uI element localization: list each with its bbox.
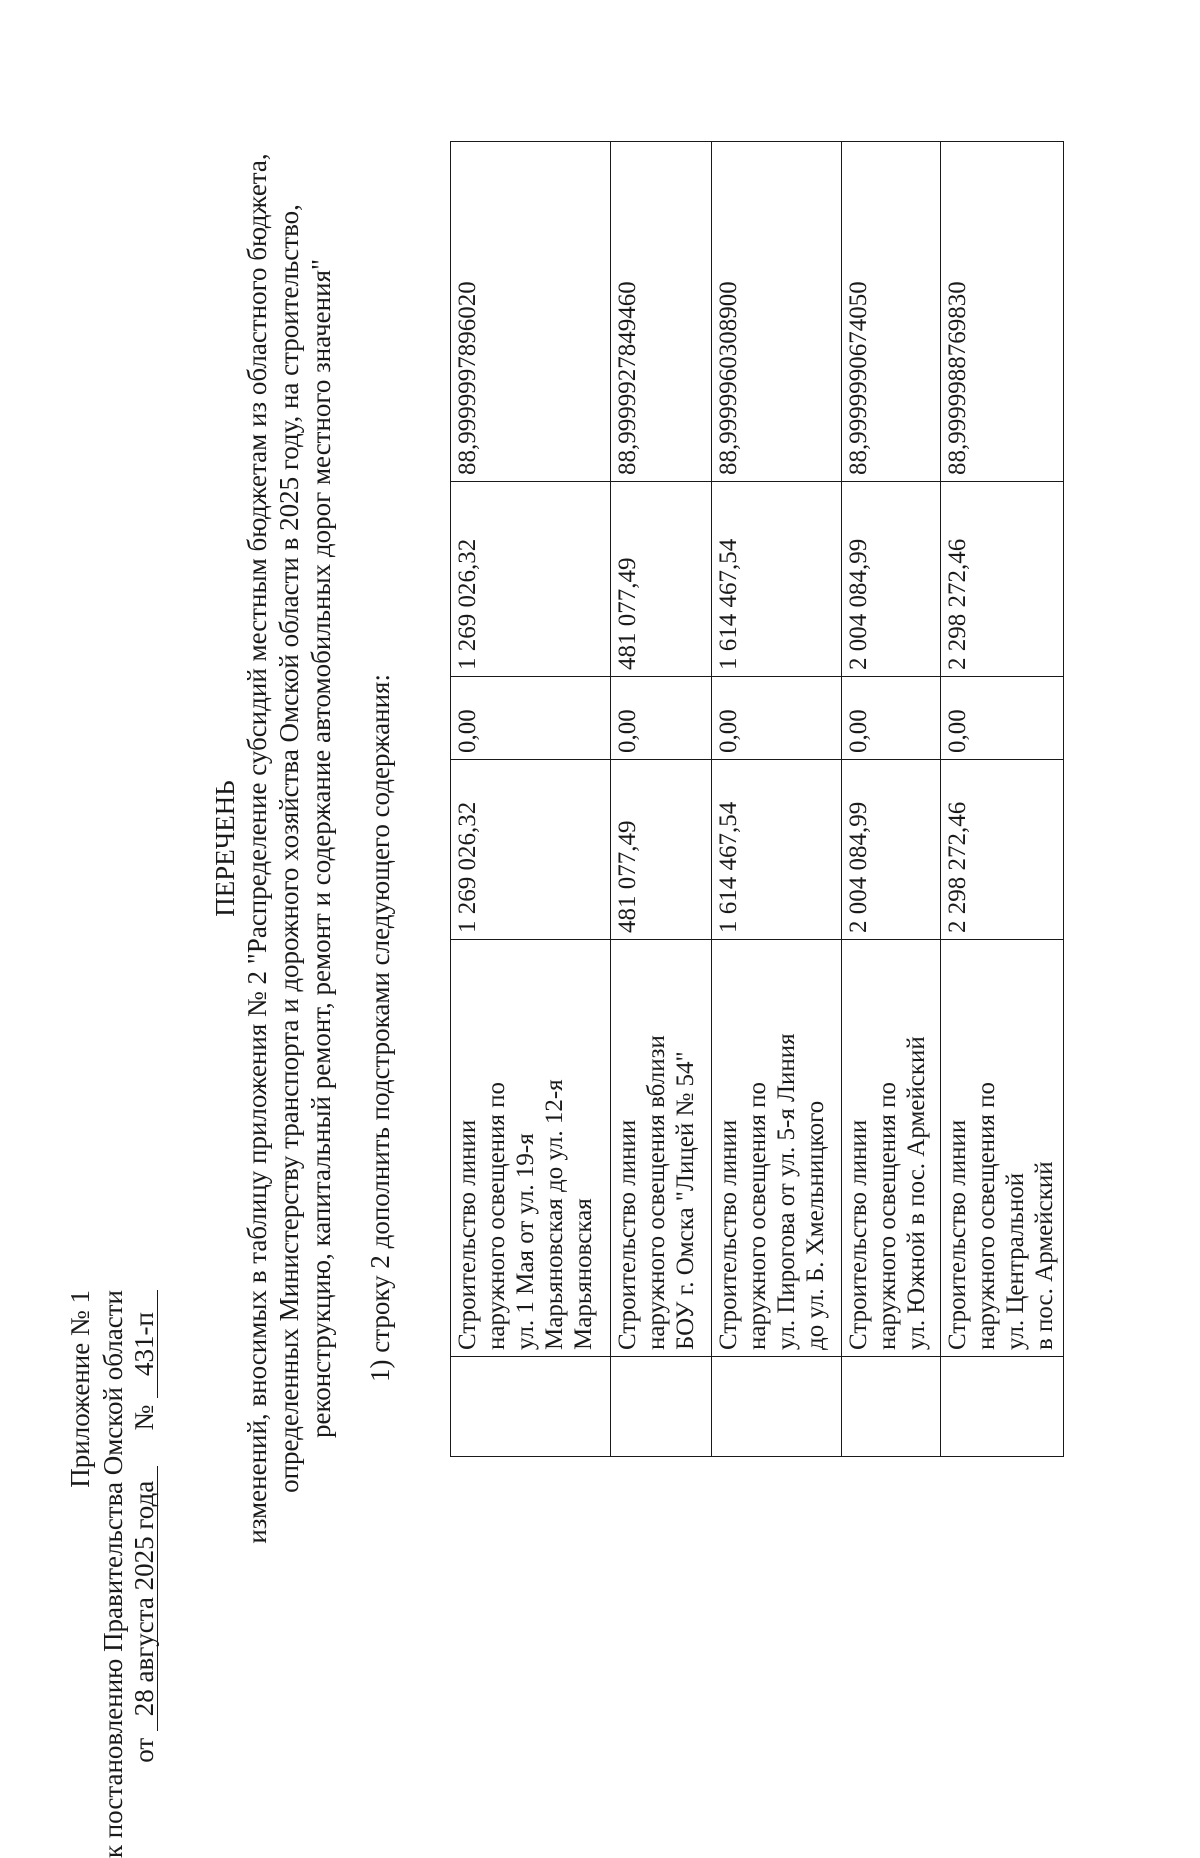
- row-empty-cell: [451, 1357, 611, 1457]
- amount-a-cell: 0,00: [712, 677, 842, 760]
- row-empty-cell: [611, 1357, 712, 1457]
- amount-a-cell: 0,00: [941, 677, 1064, 760]
- row-empty-cell: [712, 1357, 842, 1457]
- amount-b-cell: 481 077,49: [611, 482, 712, 677]
- object-name-line: ул. 1 Мая от ул. 19-я: [512, 1133, 539, 1350]
- amount-b-cell: 1 269 026,32: [451, 482, 611, 677]
- percent-cell: 88,9999927849460: [611, 142, 712, 482]
- appendix-date-line: [129, 1290, 159, 1763]
- object-name-line: в пос. Армейский: [1031, 1161, 1058, 1350]
- resolution-date: 28 августа 2025 года: [131, 1466, 158, 1731]
- object-name-line: наружного освещения вблизи: [643, 1035, 670, 1350]
- table-row: [941, 142, 1064, 1457]
- row-empty-cell: [941, 1357, 1064, 1457]
- table-row: [712, 142, 842, 1457]
- table-row: [611, 142, 712, 1457]
- object-name-line: Марьяновская до ул. 12-я: [541, 1079, 568, 1350]
- subtitle-line-2: определенных Министерству транспорта и дорожного хозяйства Омской области в 2025 году, на строительство,: [274, 204, 304, 1493]
- amount-a-cell: 0,00: [451, 677, 611, 760]
- total-amount-cell: 1 614 467,54: [712, 760, 842, 940]
- object-name-line: Строительство линии: [454, 1119, 481, 1350]
- object-name-cell: [712, 940, 842, 1357]
- object-name-line: до ул. Б. Хмельницкого: [802, 1100, 829, 1350]
- object-name-line: Строительство линии: [845, 1119, 872, 1350]
- object-name-line: ул. Южной в пос. Армейский: [903, 1036, 930, 1350]
- total-amount-cell: 1 269 026,32: [451, 760, 611, 940]
- amount-b-cell: 1 614 467,54: [712, 482, 842, 677]
- percent-cell: 88,9999960308900: [712, 142, 842, 482]
- from-prefix: от: [129, 1737, 159, 1763]
- appendix-number: Приложение № 1: [65, 1290, 95, 1488]
- number-prefix: №: [129, 1404, 159, 1431]
- object-name-cell: [941, 940, 1064, 1357]
- object-name-line: Строительство линии: [715, 1119, 742, 1350]
- object-name-cell: [842, 940, 941, 1357]
- table-row: [842, 142, 941, 1457]
- percent-cell: 88,9999988769830: [941, 142, 1064, 482]
- percent-cell: 88,9999997896020: [451, 142, 611, 482]
- object-name-line: Марьяновская: [570, 1198, 597, 1350]
- total-amount-cell: 2 298 272,46: [941, 760, 1064, 940]
- object-name-line: наружного освещения по: [874, 1081, 901, 1350]
- amount-b-cell: 2 298 272,46: [941, 482, 1064, 677]
- object-name-line: наружного освещения по: [973, 1081, 1000, 1350]
- resolution-number: 431-п: [131, 1290, 158, 1398]
- document-title: ПЕРЕЧЕНЬ: [210, 780, 240, 917]
- object-name-cell: [611, 940, 712, 1357]
- object-name-line: ул. Центральной: [1002, 1172, 1029, 1350]
- object-name-line: Строительство линии: [944, 1119, 971, 1350]
- amount-b-cell: 2 004 084,99: [842, 482, 941, 677]
- amount-a-cell: 0,00: [611, 677, 712, 760]
- row-empty-cell: [842, 1357, 941, 1457]
- object-name-line: БОУ г. Омска "Лицей № 54": [672, 1051, 699, 1350]
- object-name-line: наружного освещения по: [483, 1081, 510, 1350]
- appendix-resolution: к постановлению Правительства Омской области: [98, 1290, 128, 1858]
- amount-a-cell: 0,00: [842, 677, 941, 760]
- total-amount-cell: 2 004 084,99: [842, 760, 941, 940]
- percent-cell: 88,9999990674050: [842, 142, 941, 482]
- object-name-line: ул. Пирогова от ул. 5-я Линия: [773, 1033, 800, 1350]
- object-name-line: Строительство линии: [614, 1119, 641, 1350]
- intro-text: 1) строку 2 дополнить подстроками следующего содержания:: [365, 674, 395, 1382]
- object-name-cell: [451, 940, 611, 1357]
- table-row: [451, 142, 611, 1457]
- subtitle-line-3: реконструкцию, капитальный ремонт, ремонт и содержание автомобильных дорог местного значения": [306, 258, 336, 1439]
- changes-table: [450, 141, 1064, 1457]
- total-amount-cell: 481 077,49: [611, 760, 712, 940]
- subtitle-line-1: изменений, вносимых в таблицу приложения № 2 "Распределение субсидий местным бюджетам из областного бюджета,: [242, 153, 272, 1544]
- object-name-line: наружного освещения по: [744, 1081, 771, 1350]
